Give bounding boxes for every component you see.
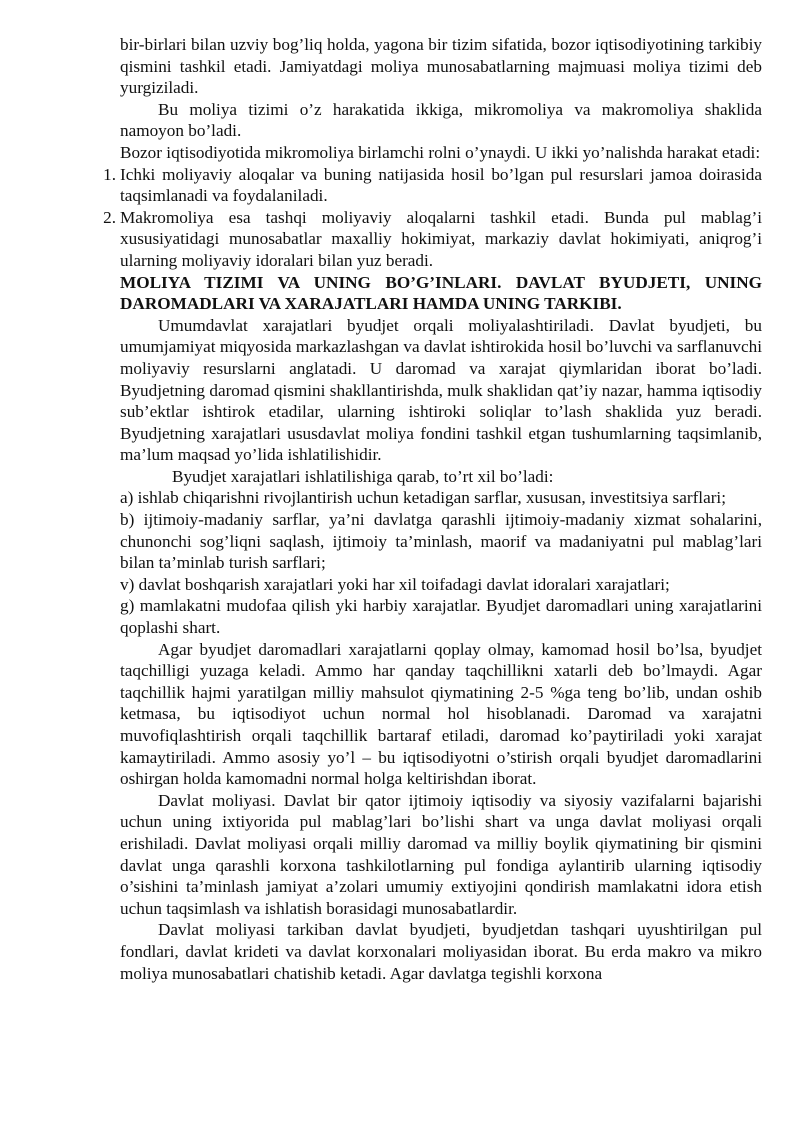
- paragraph: Davlat moliyasi tarkiban davlat byudjeti, byudjetdan tashqari uyushtirilgan pul fondlari, davlat krideti va davlat korxonalari moliyasidan iborat. Bu erda makro va mikro moliya munosabatlari chatishib ketadi. Agar davlatga tegishli korxona: [120, 920, 762, 983]
- paragraph: Agar byudjet daromadlari xarajatlarni qoplay olmay, kamomad hosil bo’lsa, byudjet taqchilligi yuzaga keladi. Ammo har qanday taqchillikni xatarli deb bo’lmaydi. Agar taqchillik hajmi yaratilgan milliy mahsulot qiymatining 2-5 %ga teng bo’lib, undan oshib ketmasa, bu iqtisodiyot uchun normal hol hisoblanadi. Daromad va xarajatni muvofiqlashtirish orqali taqchillik bartaraf etiladi, daromad ko’paytiriladi yoki xarajat kamaytiriladi. Ammo asosiy yo’l – bu iqtisodiyotni o’stirish orqali byudjet daromadlarini oshirgan holda kamomadni normal holga keltirishdan iborat.: [120, 639, 762, 789]
- paragraph: Byudjet xarajatlari ishlatilishiga qarab, to’rt xil bo’ladi:: [172, 466, 554, 486]
- list-paragraph-a: a) ishlab chiqarishni rivojlantirish uchun ketadigan sarflar, xususan, investitsiya sarflari;: [120, 488, 726, 508]
- paragraph: Davlat moliyasi. Davlat bir qator ijtimoiy iqtisodiy va siyosiy vazifalarni bajarishi uchun uning ixtiyorida pul mablag’lari bo’lishi shart va unga davlat moliyasi orqali erishiladi. Davlat moliyasi orqali milliy daromad va milliy boylik qiymatining bir qismini davlat unga qarashli korxona tashkilotlarning pul fondiga aylantirib ularning iqtisodiy o’sishini ta’minlash jamiyat a’zolari umumiy extiyojini qondirish mamlakatni idora etish uchun taqsimlash va ishlatish borasidagi munosabatlardir.: [120, 790, 762, 918]
- list-paragraph-b: b) ijtimoiy-madaniy sarflar, ya’ni davlatga qarashli ijtimoiy-madaniy xizmat sohalarini, chunonchi sog’liqni saqlash, ijtimoiy ta’minlash, maorif va madaniyatni pul mablag’lari bilan ta’minlab turish sarflari;: [120, 510, 762, 573]
- list-paragraph-g: g) mamlakatni mudofaa qilish yki harbiy xarajatlar. Byudjet daromadlari uning xarajatlarini qoplashi shart.: [120, 596, 762, 638]
- list-item-text: Makromoliya esa tashqi moliyaviy aloqalarni tashkil etadi. Bunda pul mablag’i xususiyatidagi munosabatlar maxalliy hokimiyat, markaziy davlat hokimiyati, aniqrog’i ularning moliyaviy idoralari bilan yuz beradi.: [120, 207, 762, 270]
- section-heading: MOLIYA TIZIMI VA UNING BO’G’INLARI. DAVLAT BYUDJETI, UNING DAROMADLARI VA XARAJATLARI HAMDA UNING TARKIBI.: [120, 272, 762, 314]
- list-item: [103, 164, 762, 207]
- list-number: 2.: [103, 207, 116, 227]
- list-item-text: Ichki moliyaviy aloqalar va buning natijasida hosil bo’lgan pul resurslari jamoa doirasida taqsimlanadi va foydalaniladi.: [120, 164, 762, 206]
- list-paragraph-v: v) davlat boshqarish xarajatlari yoki har xil toifadagi davlat idoralari xarajatlari;: [120, 574, 670, 594]
- paragraph: Bu moliya tizimi o’z harakatida ikkiga, mikromoliya va makromoliya shaklida namoyon bo’ladi.: [120, 99, 762, 141]
- paragraph: Umumdavlat xarajatlari byudjet orqali moliyalashtiriladi. Davlat byudjeti, bu umumjamiyat miqyosida markazlashgan va davlat ishtirokida hosil bo’luvchi va sarflanuvchi moliyaviy resurslarni anglatadi. U daromad va xarajat qiymlaridan iborat bo’ladi. Byudjetning daromad qismini shakllantirishda, mulk shaklidan qat’iy nazar, hamma iqtisodiy sub’ektlar ishtirok etadilar, ularning ishtiroki soliqlar to’lash shaklida yuz beradi. Byudjetning xarajatlari ususdavlat moliya fondini tashkil etgan tushumlarning taqsimlanib, ma’lum maqsad yo’lida ishlatilishidir.: [120, 315, 762, 465]
- document-body: [103, 34, 762, 984]
- list-item: [103, 207, 762, 272]
- paragraph: Bozor iqtisodiyotida mikromoliya birlamchi rolni o’ynaydi. U ikki yo’nalishda harakat etadi:: [120, 142, 761, 162]
- list-number: 1.: [103, 164, 116, 184]
- paragraph: bir-birlari bilan uzviy bog’liq holda, yagona bir tizim sifatida, bozor iqtisodiyotining tarkibiy qismini tashkil etadi. Jamiyatdagi moliya munosabatlarning majmuasi moliya tizimi deb yurgiziladi.: [120, 35, 762, 98]
